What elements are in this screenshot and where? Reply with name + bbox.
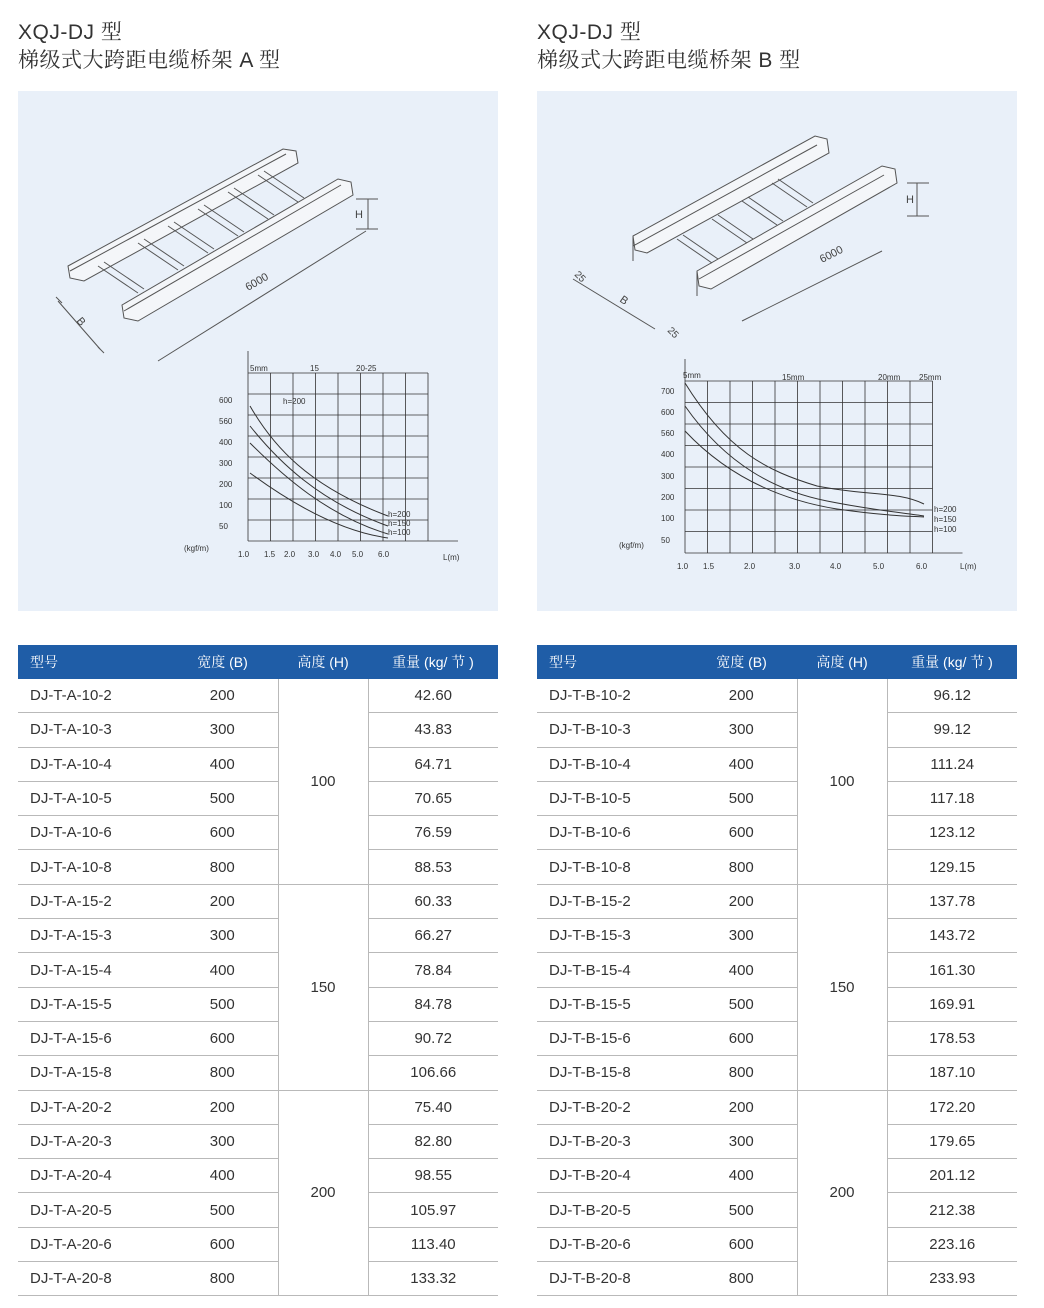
- cell-model: DJ-T-A-20-6: [18, 1227, 167, 1261]
- y-tick-b-1: 600: [661, 408, 675, 417]
- cell-weight: 169.91: [887, 987, 1017, 1021]
- table-row: [18, 1262, 498, 1296]
- cell-weight: 129.15: [887, 850, 1017, 884]
- y-tick-a-3: 300: [219, 459, 233, 468]
- table-row: [18, 713, 498, 747]
- y-tick-b-0: 700: [661, 387, 675, 396]
- chart-b: [619, 359, 977, 571]
- cell-weight: 123.12: [887, 816, 1017, 850]
- curve-b-h100: [685, 431, 924, 517]
- table-row: [537, 953, 1017, 987]
- cell-model: DJ-T-B-20-8: [537, 1262, 686, 1296]
- cell-weight: 133.32: [368, 1262, 498, 1296]
- cell-weight: 117.18: [887, 781, 1017, 815]
- x-tick-b-4: 4.0: [830, 562, 842, 571]
- cell-model: DJ-T-B-15-4: [537, 953, 686, 987]
- cell-weight: 99.12: [887, 713, 1017, 747]
- table-row: [537, 1159, 1017, 1193]
- x-tick-a-1: 1.5: [264, 550, 276, 559]
- x-unit-a: L(m): [443, 553, 460, 562]
- cell-width: 400: [686, 747, 797, 781]
- section-title-type-a: 梯级式大跨距电缆桥架 A 型: [18, 49, 281, 72]
- cell-weight: 82.80: [368, 1124, 498, 1158]
- table-row: [537, 1124, 1017, 1158]
- cell-weight: 212.38: [887, 1193, 1017, 1227]
- top-label-a-0: 5mm: [250, 364, 268, 373]
- cell-width: 200: [167, 679, 278, 713]
- dim-height-b: H: [906, 194, 914, 206]
- cell-weight: 223.16: [887, 1227, 1017, 1261]
- table-row: [18, 1124, 498, 1158]
- cell-weight: 84.78: [368, 987, 498, 1021]
- header-width: 宽度 (B): [686, 645, 797, 679]
- cell-weight: 111.24: [887, 747, 1017, 781]
- table-row: [18, 1090, 498, 1124]
- table-row: [18, 781, 498, 815]
- y-tick-b-4: 300: [661, 472, 675, 481]
- x-tick-b-5: 5.0: [873, 562, 885, 571]
- dim-height-a: H: [355, 209, 363, 221]
- x-tick-b-2: 2.0: [744, 562, 756, 571]
- table-row: [537, 1056, 1017, 1090]
- cell-width: 600: [686, 816, 797, 850]
- table-row: [18, 850, 498, 884]
- dim-width-b: B: [617, 293, 631, 308]
- header-weight: 重量 (kg/ 节 ): [887, 645, 1017, 679]
- cell-model: DJ-T-A-10-5: [18, 781, 167, 815]
- table-row: [537, 884, 1017, 918]
- curve-b-h150: [685, 406, 924, 516]
- cell-model: DJ-T-B-15-6: [537, 1021, 686, 1055]
- y-unit-a: (kgf/m): [184, 544, 209, 553]
- x-tick-b-0: 1.0: [677, 562, 689, 571]
- cell-model: DJ-T-A-10-2: [18, 679, 167, 713]
- y-tick-a-5: 100: [219, 501, 233, 510]
- x-tick-a-3: 3.0: [308, 550, 320, 559]
- chart-a: [184, 351, 460, 562]
- x-tick-b-6: 6.0: [916, 562, 928, 571]
- cell-model: DJ-T-B-15-8: [537, 1056, 686, 1090]
- series-label-b-2: h=100: [934, 525, 957, 534]
- cell-width: 400: [167, 747, 278, 781]
- table-row: [537, 747, 1017, 781]
- table-row: [18, 884, 498, 918]
- cell-width: 800: [167, 1056, 278, 1090]
- x-tick-a-0: 1.0: [238, 550, 250, 559]
- cell-model: DJ-T-B-20-4: [537, 1159, 686, 1193]
- top-label-b-3: 25mm: [919, 373, 942, 382]
- top-label-a-1: 15: [310, 364, 319, 373]
- cell-weight: 179.65: [887, 1124, 1017, 1158]
- cell-model: DJ-T-B-20-6: [537, 1227, 686, 1261]
- series-label-b-1: h=150: [934, 515, 957, 524]
- header-height: 高度 (H): [797, 645, 887, 679]
- table-row: [537, 987, 1017, 1021]
- cell-width: 500: [167, 1193, 278, 1227]
- top-label-b-0: 5mm: [683, 371, 701, 380]
- cell-width: 500: [167, 987, 278, 1021]
- dim-length-a: 6000: [243, 270, 271, 294]
- cell-width: 300: [167, 1124, 278, 1158]
- cell-model: DJ-T-B-15-3: [537, 919, 686, 953]
- cell-weight: 70.65: [368, 781, 498, 815]
- cell-weight: 106.66: [368, 1056, 498, 1090]
- y-unit-b: (kgf/m): [619, 541, 644, 550]
- cell-model: DJ-T-B-10-8: [537, 850, 686, 884]
- table-row: [537, 1262, 1017, 1296]
- dim-width-a: B: [73, 315, 88, 329]
- series-label-a-2: h=100: [388, 528, 411, 537]
- table-body-a: [18, 679, 498, 1296]
- top-label-a-2: 20-25: [356, 364, 377, 373]
- cell-weight: 98.55: [368, 1159, 498, 1193]
- cell-width: 600: [167, 1227, 278, 1261]
- x-tick-a-4: 4.0: [330, 550, 342, 559]
- cell-width: 800: [167, 1262, 278, 1296]
- cell-weight: 43.83: [368, 713, 498, 747]
- cell-height: 200: [797, 1090, 887, 1296]
- section-title-series: XQJ-DJ 型: [18, 21, 123, 44]
- cell-weight: 66.27: [368, 919, 498, 953]
- cell-width: 500: [686, 987, 797, 1021]
- series-label-b-0: h=200: [934, 505, 957, 514]
- table-row: [18, 1159, 498, 1193]
- cell-weight: 178.53: [887, 1021, 1017, 1055]
- cell-height: 100: [797, 679, 887, 884]
- table-header-row: [18, 645, 498, 679]
- table-row: [18, 1056, 498, 1090]
- figure-b: [537, 91, 1017, 611]
- table-row: [537, 1021, 1017, 1055]
- spec-table-b: [537, 645, 1017, 1296]
- cell-height: 100: [278, 679, 368, 884]
- y-tick-a-0: 600: [219, 396, 233, 405]
- curve-b-h200: [685, 383, 924, 504]
- cell-width: 200: [167, 884, 278, 918]
- cell-model: DJ-T-A-10-6: [18, 816, 167, 850]
- cell-weight: 64.71: [368, 747, 498, 781]
- table-row: [18, 919, 498, 953]
- cell-width: 800: [686, 1262, 797, 1296]
- y-tick-a-1: 560: [219, 417, 233, 426]
- cell-model: DJ-T-A-10-3: [18, 713, 167, 747]
- cell-model: DJ-T-A-15-5: [18, 987, 167, 1021]
- table-row: [18, 679, 498, 713]
- x-tick-a-6: 6.0: [378, 550, 390, 559]
- y-tick-b-3: 400: [661, 450, 675, 459]
- cell-model: DJ-T-A-10-8: [18, 850, 167, 884]
- cell-width: 400: [686, 953, 797, 987]
- table-row: [537, 919, 1017, 953]
- cell-height: 150: [797, 884, 887, 1090]
- y-tick-a-6: 50: [219, 522, 228, 531]
- cell-weight: 96.12: [887, 679, 1017, 713]
- header-height: 高度 (H): [278, 645, 368, 679]
- cell-width: 600: [686, 1227, 797, 1261]
- y-tick-a-2: 400: [219, 438, 233, 447]
- cell-weight: 75.40: [368, 1090, 498, 1124]
- table-row: [537, 679, 1017, 713]
- cell-width: 800: [686, 1056, 797, 1090]
- table-row: [537, 1227, 1017, 1261]
- cell-weight: 172.20: [887, 1090, 1017, 1124]
- cell-model: DJ-T-A-15-2: [18, 884, 167, 918]
- dim-flange-b-1: 25: [571, 269, 588, 285]
- cell-model: DJ-T-B-10-5: [537, 781, 686, 815]
- top-label-b-1: 15mm: [782, 373, 805, 382]
- cell-width: 500: [167, 781, 278, 815]
- cell-model: DJ-T-A-20-2: [18, 1090, 167, 1124]
- cell-width: 500: [686, 781, 797, 815]
- header-model: 型号: [537, 645, 686, 679]
- cell-width: 800: [686, 850, 797, 884]
- cell-model: DJ-T-A-10-4: [18, 747, 167, 781]
- spec-table-a: [18, 645, 498, 1296]
- y-tick-b-2: 560: [661, 429, 675, 438]
- cell-model: DJ-T-A-20-3: [18, 1124, 167, 1158]
- cell-model: DJ-T-B-20-5: [537, 1193, 686, 1227]
- cell-height: 150: [278, 884, 368, 1090]
- cell-weight: 113.40: [368, 1227, 498, 1261]
- figure-panel-a: [18, 91, 498, 611]
- cell-width: 300: [686, 1124, 797, 1158]
- cell-weight: 88.53: [368, 850, 498, 884]
- cell-width: 300: [167, 713, 278, 747]
- table-header-row: [537, 645, 1017, 679]
- table-row: [18, 816, 498, 850]
- series-label-a-1: h=150: [388, 519, 411, 528]
- table-row: [537, 781, 1017, 815]
- y-tick-b-7: 50: [661, 536, 670, 545]
- cell-weight: 187.10: [887, 1056, 1017, 1090]
- cell-weight: 60.33: [368, 884, 498, 918]
- cell-model: DJ-T-B-10-4: [537, 747, 686, 781]
- x-tick-b-1: 1.5: [703, 562, 715, 571]
- cell-width: 600: [167, 816, 278, 850]
- table-row: [537, 1090, 1017, 1124]
- section-title-series: XQJ-DJ 型: [537, 21, 642, 44]
- cell-width: 500: [686, 1193, 797, 1227]
- cell-model: DJ-T-B-15-5: [537, 987, 686, 1021]
- y-tick-a-4: 200: [219, 480, 233, 489]
- cell-model: DJ-T-B-10-6: [537, 816, 686, 850]
- table-row: [537, 850, 1017, 884]
- header-weight: 重量 (kg/ 节 ): [368, 645, 498, 679]
- table-row: [537, 1193, 1017, 1227]
- ladder-drawing-a: [56, 149, 378, 361]
- table-row: [18, 1227, 498, 1261]
- figure-a: [18, 91, 498, 611]
- cell-width: 200: [686, 1090, 797, 1124]
- cell-model: DJ-T-A-15-3: [18, 919, 167, 953]
- y-tick-b-6: 100: [661, 514, 675, 523]
- x-unit-b: L(m): [960, 562, 977, 571]
- cell-width: 200: [686, 679, 797, 713]
- top-label-b-2: 20mm: [878, 373, 901, 382]
- cell-model: DJ-T-A-20-8: [18, 1262, 167, 1296]
- cell-model: DJ-T-B-10-3: [537, 713, 686, 747]
- table-row: [537, 713, 1017, 747]
- cell-width: 300: [686, 713, 797, 747]
- y-tick-b-5: 200: [661, 493, 675, 502]
- cell-model: DJ-T-A-15-6: [18, 1021, 167, 1055]
- cell-model: DJ-T-A-20-4: [18, 1159, 167, 1193]
- dim-flange-b-2: 25: [664, 325, 681, 341]
- table-row: [18, 1021, 498, 1055]
- cell-model: DJ-T-A-15-4: [18, 953, 167, 987]
- cell-height: 200: [278, 1090, 368, 1296]
- cell-width: 600: [167, 1021, 278, 1055]
- table-body-b: [537, 679, 1017, 1296]
- dim-length-b: 6000: [817, 243, 846, 266]
- cell-width: 400: [167, 1159, 278, 1193]
- cell-model: DJ-T-B-20-2: [537, 1090, 686, 1124]
- cell-width: 300: [686, 919, 797, 953]
- header-width: 宽度 (B): [167, 645, 278, 679]
- cell-width: 300: [167, 919, 278, 953]
- cell-width: 200: [167, 1090, 278, 1124]
- cell-weight: 78.84: [368, 953, 498, 987]
- cell-weight: 90.72: [368, 1021, 498, 1055]
- table-row: [18, 747, 498, 781]
- cell-width: 400: [686, 1159, 797, 1193]
- cell-width: 200: [686, 884, 797, 918]
- table-row: [18, 987, 498, 1021]
- cell-weight: 233.93: [887, 1262, 1017, 1296]
- cell-width: 600: [686, 1021, 797, 1055]
- curve-label-a-top: h=200: [283, 397, 306, 406]
- table-row: [537, 816, 1017, 850]
- cell-weight: 137.78: [887, 884, 1017, 918]
- header-model: 型号: [18, 645, 167, 679]
- cell-width: 400: [167, 953, 278, 987]
- cell-weight: 161.30: [887, 953, 1017, 987]
- cell-weight: 105.97: [368, 1193, 498, 1227]
- x-tick-a-2: 2.0: [284, 550, 296, 559]
- cell-width: 800: [167, 850, 278, 884]
- table-row: [18, 1193, 498, 1227]
- cell-weight: 143.72: [887, 919, 1017, 953]
- series-label-a-0: h=200: [388, 510, 411, 519]
- cell-model: DJ-T-B-10-2: [537, 679, 686, 713]
- section-title-type-b: 梯级式大跨距电缆桥架 B 型: [537, 49, 801, 72]
- table-row: [18, 953, 498, 987]
- cell-model: DJ-T-A-20-5: [18, 1193, 167, 1227]
- cell-model: DJ-T-B-15-2: [537, 884, 686, 918]
- cell-weight: 76.59: [368, 816, 498, 850]
- cell-model: DJ-T-B-20-3: [537, 1124, 686, 1158]
- cell-weight: 201.12: [887, 1159, 1017, 1193]
- x-tick-a-5: 5.0: [352, 550, 364, 559]
- x-tick-b-3: 3.0: [789, 562, 801, 571]
- cell-weight: 42.60: [368, 679, 498, 713]
- cell-model: DJ-T-A-15-8: [18, 1056, 167, 1090]
- figure-panel-b: [537, 91, 1017, 611]
